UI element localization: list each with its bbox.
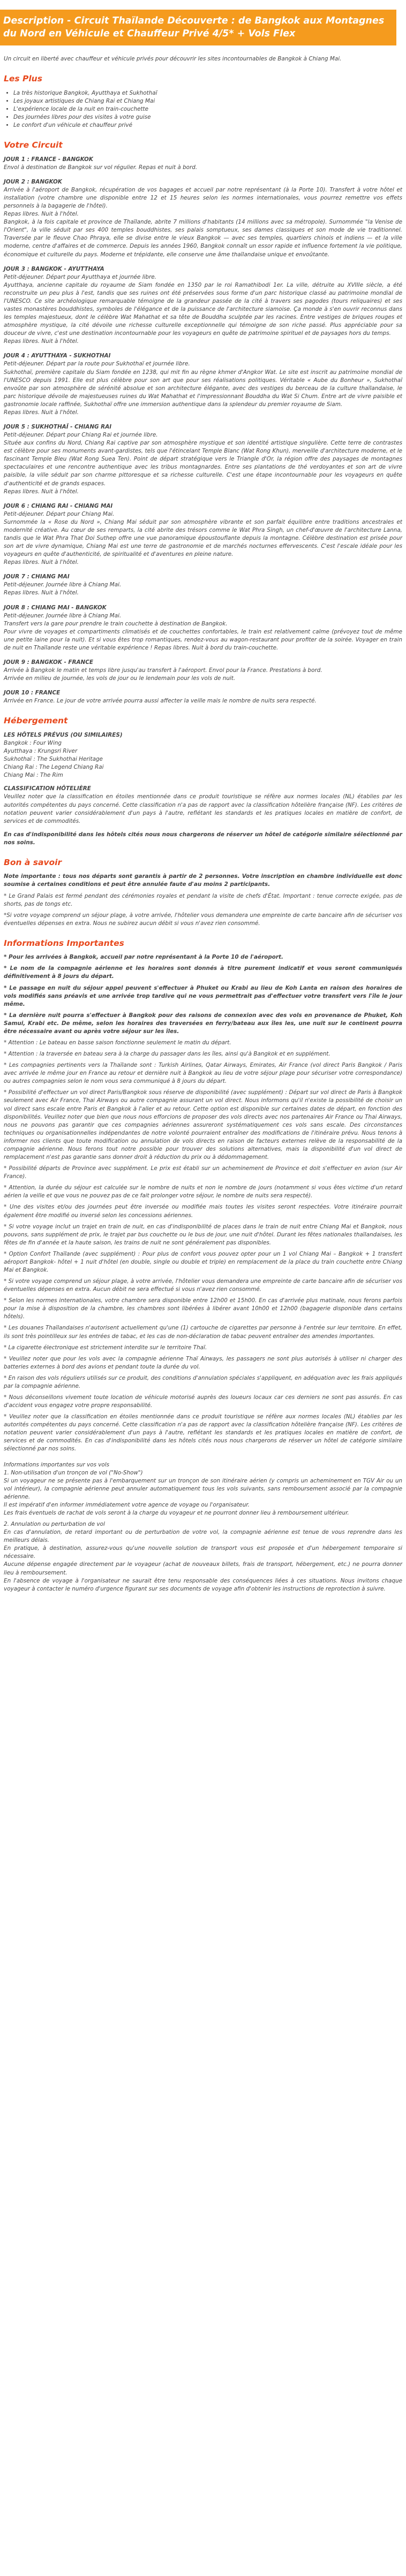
- flight-note-paragraph: Informations importantes sur vos vols 1. Non-utilisation d'un tronçon de vol ("No-Show") Si un voyageur ne se présente pas à l'embarquement sur un tronçon de son itinéraire aérien (y compris un acheminement en TGV Air ou un vol intérieur), la compagnie aérienne peut annuler automatiquement tous les vols suivants, sans remboursement associé par la compagnie aérienne. Il est impératif d'en informer immédiatement votre agence de voyage ou l'organisateur. Les frais éventuels de rachat de vols seront à la charge du voyageur et ne pourront donner lieu à remboursement ultérieur.: [4, 1461, 402, 1516]
- info-paragraph: * Option Confort Thaïlande (avec supplément) : Pour plus de confort vous pouvez opter pour un 1 vol Chiang Mai – Bangkok + 1 transfert aéroport Bangkok- hôtel + 1 nuit d'hôtel (en double, single ou double et triple) en remplacement de la place du train couchette entre Chiang Mai et Bangkok.: [4, 1250, 402, 1273]
- intro-text: Un circuit en liberté avec chauffeur et véhicule privés pour découvrir les sites incontournables de Bangkok à Chiang Mai.: [4, 56, 342, 63]
- info-paragraph: * Les douanes Thaïlandaises n'autorisent actuellement qu'une (1) cartouche de cigarettes par personne à l'entrée sur leur territoire. En effet, ils sont très pointilleux sur les entrées de tabac, et les cas de non-déclaration de tabac peuvent entraîner des amendes importantes.: [4, 1325, 402, 1340]
- day-text: Arrivée en France. Le jour de votre arrivée pourra aussi affecter la veille mais le nombre de nuits sera respecté.: [4, 698, 317, 705]
- day-block: [4, 156, 402, 172]
- plus-item: • Les joyaux artistiques de Chiang Rai et Chiang Mai: [13, 97, 402, 105]
- infos-heading: Informations Importantes: [4, 938, 124, 948]
- hotel-item: Bangkok : Four Wing: [4, 739, 62, 746]
- page-title: Description - Circuit Thaïlande Découverte : de Bangkok aux Montagnes du Nord en Véhicule et Chauffeur Privé 4/5* + Vols Flex: [3, 16, 385, 39]
- itinerary-heading: Votre Circuit: [4, 140, 63, 150]
- info-paragraph: * Une des visites et/ou des journées peut être inversée ou modifiée mais toutes les visites seront respectées. Votre itinéraire pourrait également être modifié ou inversé selon les concessions aériennes.: [4, 1204, 402, 1219]
- plus-item: • Le confort d'un véhicule et chauffeur privé: [13, 121, 402, 129]
- info-paragraph: * Possibilité départs de Province avec supplément. Le prix est établi sur un acheminement de Province et doit s'effectuer en avion (sur Air France).: [4, 1165, 402, 1180]
- info-paragraph: * Si votre voyage inclut un trajet en train de nuit, en cas d'indisponibilité de places dans le train de nuit entre Chiang Mai et Bangkok, nous pouvons, sans supplément de prix, le trajet par bus couchette ou le bus de jour, une nuit d'hôtel. Durant les fêtes nationales thaïlandaises, les fêtes de fin d'année et la haute saison, les trains de nuit ne sont généralement pas disponibles.: [4, 1223, 402, 1246]
- info-paragraph: * Veuillez noter que la classification en étoiles mentionnée dans ce produit touristique se réfère aux normes locales (NL) établies par les autorités compétentes du pays concerné. Cette classification n'a pas de rapport avec la classification hôtelière française (NF). Les critères de notation peuvent varier considérablement d'un pays à l'autre, reflétant les standards et les pratiques locales en matière de confort, de services et de commodités. En cas d'indisponibilité dans les hôtels cités nous nous chargerons de réserver un hôtel de catégorie similaire sélectionné par nos soins.: [4, 1413, 402, 1453]
- day-title: JOUR 1 : FRANCE - BANGKOK: [4, 156, 93, 163]
- description-content: [0, 55, 406, 1593]
- day-title: JOUR 3 : BANGKOK - AYUTTHAYA: [4, 265, 104, 272]
- day-text: Petit-déjeuner. Départ pour Chiang Mai. Surnommée la « Rose du Nord », Chiang Mai séduit par son atmosphère vibrante et son parfait équilibre entre traditions ancestrales et modernité créative. Au cœur de ses remparts, la cité abrite des trésors comme le Wat Phra Singh, un chef-d'œuvre de l'architecture Lanna, tandis que le Wat Phra That Doi Suthep offre une vue panoramique époustouflante depuis la montagne. Célèbre destination est prisée pour son art de vivre dynamique, Chiang Mai est une terre de gastronomie et de marchés nocturnes effervescents. C'est l'escale idéale pour les voyageurs en quête d'authenticité, de spiritualité et d'aventures en pleine nature. Repas libres. Nuit à l'hôtel.: [4, 510, 402, 566]
- classification-block: [4, 785, 402, 825]
- title-banner: [0, 10, 396, 45]
- bon-savoir-paragraph: Note importante : tous nos départs sont garantis à partir de 2 personnes. Votre inscription en chambre individuelle est donc soumise à certaines conditions et peut être annulée faute d'au moins 2 participants.: [4, 873, 402, 888]
- hebergement-heading: Hébergement: [4, 716, 68, 726]
- day-title: JOUR 5 : SUKHOTHAÏ - CHIANG RAI: [4, 424, 112, 430]
- hotel-conditions: En cas d'indisponibilité dans les hôtels cités nous nous chargerons de réserver un hôtel de catégorie similaire sélectionné par nos soins.: [4, 831, 402, 846]
- day-title: JOUR 10 : FRANCE: [4, 690, 61, 697]
- day-text: Petit-déjeuner. Journée libre à Chiang Mai. Repas libres. Nuit à l'hôtel.: [4, 582, 122, 597]
- plus-item: • La très historique Bangkok, Ayutthaya et Sukhothaï: [13, 89, 402, 97]
- bon-savoir-heading: Bon à savoir: [4, 857, 62, 867]
- info-paragraph: * Possibilité d'effectuer un vol direct Paris/Bangkok sous réserve de disponibilité (avec supplément) : Départ sur vol direct de Paris à Bangkok seulement avec Air France, Thai Airways ou autre compagnie assurant un vol direct. Nous informons qu'il n'existe la possibilité de choisir un vol direct sans escale entre Paris et Bangkok à l'aller et au retour. Cette option est disponible sur certaines dates de départ, en fonction des disponibilités. Veuillez noter que bien que nous nous efforcions de proposer des vols directs avec nos partenaires Air France ou Thai Airways, nous ne pouvons pas garantir que ces compagnies aériennes assureront systématiquement ces vols sans escale. Des circonstances techniques ou organisationnelles indépendantes de notre volonté pourraient entraîner des modifications de l'itinéraire prévu. Nous tenons à informer nos clients que toute modification ou annulation de vols directs en raison de facteurs externes relève de la responsabilité de la compagnie aérienne. Nous ferons tout notre possible pour trouver des solutions alternatives, mais la disponibilité d'un vol direct de remplacement n'est pas garantie sans donner droit à réduction du prix ou à dédommagement.: [4, 1089, 402, 1161]
- day-text: Arrivée à Bangkok le matin et temps libre jusqu'au transfert à l'aéroport. Envol pour la France. Prestations à bord. Arrivée en milieu de journée, les vols de jour ou le lendemain pour les vols de nuit.: [4, 667, 322, 682]
- bon-savoir-paragraph: *Si votre voyage comprend un séjour plage, à votre arrivée, l'hôtelier vous demandera une empreinte de carte bancaire afin de sécuriser vos éventuelles dépenses en extra. Nous ne subirez aucun débit si vous n'avez rien consommé.: [4, 912, 402, 927]
- hotel-item: Sukhothaï : The Sukhothai Heritage: [4, 756, 103, 763]
- info-paragraph: * Nous déconseillons vivement toute location de véhicule motorisé auprès des loueurs locaux car ces derniers ne sont pas assurés. En cas d'accident vous engagez votre propre responsabilité.: [4, 1394, 402, 1409]
- day-block: [4, 265, 402, 346]
- day-text: Petit-déjeuner. Départ pour Chiang Rai et journée libre. Située aux confins du Nord, Chiang Rai captive par son atmosphère mystique et son identité artistique singulière. Cette terre de contrastes est célèbre pour ses monuments avant-gardistes, tels que l'étincelant Temple Blanc (Wat Rong Khun), merveille d'architecture moderne, et le fascinant Temple Bleu (Wat Rong Suea Ten). Point de départ stratégique vers le Triangle d'Or, la région offre des paysages de montagnes spectaculaires et une rencontre authentique avec les tribus montagnardes. Entre ses plantations de thé verdoyantes et son art de vivre paisible, la ville séduit par son charme pittoresque et sa richesse culturelle. C'est une étape incontournable pour les voyageurs en quête d'authenticité et de grands espaces. Repas libres. Nuit à l'hôtel.: [4, 432, 402, 495]
- day-title: JOUR 7 : CHIANG MAI: [4, 574, 70, 580]
- hotel-item: Chiang Mai : The Rim: [4, 772, 63, 779]
- info-paragraph: * Pour les arrivées à Bangkok, accueil par notre représentant à la Porte 10 de l'aéroport.: [4, 954, 283, 961]
- info-paragraph: * Le passage en nuit du séjour appel peuvent s'effectuer à Phuket ou Krabi au lieu de Koh Lanta en raison des horaires de vols modifiés sans préavis et une arrivée trop tardive qui ne vous permettrait pas d'effectuer votre transfert vers l'île le jour même.: [4, 984, 402, 1007]
- day-text: Envol à destination de Bangkok sur vol régulier. Repas et nuit à bord.: [4, 164, 198, 171]
- flight-notes: [4, 1461, 402, 1593]
- info-paragraph: * Les compagnies pertinents vers la Thaïlande sont : Turkish Airlines, Qatar Airways, Emirates, Air France (vol direct Paris Bangkok / Paris avec arrivée le même jour en France au retour et dernière nuit à Bangkok au lieu de votre séjour plage pour sécuriser votre correspondance) ou autres compagnies selon le nom vous sera communiqué à 8 jours du départ.: [4, 1062, 402, 1085]
- day-text: Petit-déjeuner. Départ par la route pour Sukhothaï et journée libre. Sukhothaï, première capitale du Siam fondée en 1238, qui mit fin au règne khmer d'Angkor Wat. Le site est inscrit au patrimoine mondial de l'UNESCO depuis 1991. Elle est plus célèbre pour son art que pour ses réalisations politiques. Véritable « Aube du Bonheur », Sukhothaï envoûte par son atmosphère de sérénité absolue et son architecture élégante, avec des vestiges du berceau de la culture thaïlandaise, le parc historique dévoile de majestueuses ruines du Wat Mahathat et l'impressionnant Bouddha du Wat Si Chum. Entre art de vivre paisible et gastronomie locale raffinée, Sukhothaï offre une immersion authentique dans la splendeur du premier royaume de Siam. Repas libres. Nuit à l'hôtel.: [4, 361, 402, 416]
- day-block: [4, 573, 402, 597]
- info-paragraph: * Le nom de la compagnie aérienne et les horaires sont donnés à titre purement indicatif et vous seront communiqués définitivement à 8 jours du départ.: [4, 965, 402, 980]
- day-text: Petit-déjeuner. Départ pour Ayutthaya et journée libre. Ayutthaya, ancienne capitale du royaume de Siam fondée en 1350 par le roi Ramathibodi 1er. La ville, détruite au XVIIIe siècle, a été reconstruite un peu plus à l'est, tandis que ses ruines ont été préservées sous forme d'un parc historique classé au patrimoine mondial de l'UNESCO. Ce site archéologique remarquable témoigne de la grandeur passée de la cité à travers ses pagodes (tours reliquaires) et ses vastes monastères bouddhistes, symboles de l'élégance et de la puissance de l'architecture siamoise. Ça monde à s'en ouvrir reconnus dans les temples majestueux, dont le célèbre Wat Mahathat et sa tête de Bouddha sculptée par les racines. Entre vestiges de briques rouges et atmosphère mystique, la cité dévoile une richesse culturelle exceptionnelle qui témoigne de son riche passé. Plus appréciable pour sa douceur de vivre, c'est une destination incontournable pour les voyageurs en quête de patrimoine spirituel et de paysages hors du temps. Repas libres. Nuit à l'hôtel.: [4, 273, 402, 345]
- info-paragraph: * Attention : la traversée en bateau sera à la charge du passager dans les îles, ainsi qu'à Bangkok et en supplément.: [4, 1051, 330, 1058]
- day-title: JOUR 4 : AYUTTHAYA - SUKHOTHAI: [4, 353, 111, 360]
- day-text: Petit-déjeuner. Journée libre à Chiang Mai. Transfert vers la gare pour prendre le train couchette à destination de Bangkok. Pour vivre de voyages et compartiments climatisés et de couchettes confortables, le train est relativement calme (prévoyez tout de même une petite laine pour la nuit). Et si vous êtes trop romantiques, rendez-vous au wagon-restaurant pour profiter de la soirée. Voyager en train de nuit en Thaïlande reste une véritable expérience ! Repas libres. Nuit à bord du train-couchette.: [4, 612, 402, 651]
- day-title: JOUR 6 : CHIANG RAI - CHIANG MAI: [4, 502, 113, 509]
- infos-list: [4, 953, 402, 1453]
- day-block: [4, 502, 402, 567]
- hotels-block: [4, 731, 402, 779]
- day-title: JOUR 2 : BANGKOK: [4, 178, 62, 185]
- day-block: [4, 352, 402, 417]
- itinerary: [4, 156, 402, 706]
- day-block: [4, 689, 402, 705]
- plus-item: • L'expérience locale de la nuit en train-couchette: [13, 105, 402, 113]
- day-text: Arrivée à l'aéroport de Bangkok, récupération de vos bagages et accueil par notre représentant (à la Porte 10). Transfert à votre hôtel et installation (votre chambre une disponible entre 12 et 15 heures selon les normes internationales, vous pourrez remettre vos effets personnels à la bagagerie de l'hôtel). Repas libres. Nuit à l'hôtel. Bangkok, à la fois capitale et province de Thaïlande, abrite 7 millions d'habitants (14 millions avec sa métropole). Surnommée "la Venise de l'Orient", la ville séduit par ses 400 temples bouddhistes, ses palais somptueux, ses dames classiques et son mode de vie traditionnel. Traversée par le fleuve Chao Phraya, elle se divise entre le vieux Bangkok — avec ses temples, quartiers chinois et indiens — et la ville moderne, centre d'affaires et de commerce. Depuis les années 1960, Bangkok connaît un essor rapide et influence fortement la vie politique, économique et culturelle du pays. Moderne et trépidante, elle conserve une âme thaïlandaise unique et envoûtante.: [4, 186, 402, 258]
- info-paragraph: * En raison des vols réguliers utilisés sur ce produit, des conditions d'annulation spéciales s'appliquent, en adéquation avec les frais appliqués par la compagnie aérienne.: [4, 1374, 402, 1389]
- plus-heading: Les Plus: [4, 74, 42, 84]
- info-paragraph: * Selon les normes internationales, votre chambre sera disponible entre 12h00 et 15h00. En cas d'arrivée plus matinale, nous ferons parfois pour la mise à disposition de la chambre, les chambres sont libérées à libérer avant 10h00 et 12h00 (bagagerie disponible dans certains hôtels).: [4, 1297, 402, 1320]
- info-paragraph: * Si votre voyage comprend un séjour plage, à votre arrivée, l'hôtelier vous demandera une empreinte de carte bancaire afin de sécuriser vos éventuelles dépenses en extra. Aucun débit ne sera effectué si vous n'avez rien consommé.: [4, 1278, 402, 1293]
- day-title: JOUR 8 : CHIANG MAI - BANGKOK: [4, 604, 107, 611]
- hotels-subheading: LES HÔTELS PRÉVUS (OU SIMILAIRES): [4, 731, 123, 738]
- plus-list: [13, 89, 402, 129]
- day-block: [4, 178, 402, 259]
- plus-item: • Des journées libres pour des visites à votre guise: [13, 113, 402, 121]
- day-block: [4, 604, 402, 652]
- day-block: [4, 423, 402, 496]
- info-paragraph: * La cigarette électronique est strictement interdite sur le territoire Thaï.: [4, 1344, 207, 1351]
- classification-heading: CLASSIFICATION HÔTELIÈRE: [4, 785, 91, 792]
- bon-savoir-paragraph: * Le Grand Palais est fermé pendant des cérémonies royales et pendant la visite de chefs d'État. Important : tenue correcte exigée, pas de shorts, pas de tongs etc.: [4, 892, 402, 907]
- hotel-item: Chiang Rai : The Legend Chiang Rai: [4, 764, 104, 771]
- flight-note-paragraph: 2. Annulation ou perturbation de vol En cas d'annulation, de retard important ou de perturbation de votre vol, la compagnie aérienne est tenue de vous reprendre dans les meilleurs délais. En pratique, à destination, assurez-vous qu'une nouvelle solution de transport vous est proposée et d'un hébergement temporaire si nécessaire. Aucune dépense engagée directement par le voyageur (achat de nouveaux billets, frais de transport, hébergement, etc.) ne pourra donner lieu à remboursement. En l'absence de voyage à l'organisateur ne saurait être tenu responsable des conséquences liées à ces situations. Nous invitons chaque voyageur à contacter le numéro d'urgence figurant sur ses documents de voyage afin d'obtenir les instructions de reprotection à suivre.: [4, 1521, 402, 1592]
- day-title: JOUR 9 : BANGKOK - FRANCE: [4, 659, 93, 666]
- info-paragraph: * La dernière nuit pourra s'effectuer à Bangkok pour des raisons de connexion avec des vols en provenance de Phuket, Koh Samui, Krabi etc. De même, selon les horaires des traversées en ferry/bateau aux îles les, une nuit sur le continent pourra être nécessaire avant ou après votre séjour sur les îles.: [4, 1012, 402, 1035]
- info-paragraph: * Attention : Le bateau en basse saison fonctionne seulement le matin du départ.: [4, 1039, 231, 1046]
- classification-text: Veuillez noter que la classification en étoiles mentionnée dans ce produit touristique se réfère aux normes locales (NL) établies par les autorités compétentes du pays concerné. Cette classification n'a pas de rapport avec la classification hôtelière française (NF). Les critères de notation peuvent varier considérablement d'un pays à l'autre, reflétant les standards et les pratiques locales en matière de confort, de services et de commodités.: [4, 793, 402, 824]
- hotel-item: Ayutthaya : Krungsri River: [4, 748, 78, 755]
- day-block: [4, 659, 402, 683]
- info-paragraph: * Attention, la durée du séjour est calculée sur le nombre de nuits et non le nombre de jours (notamment si vous êtes victime d'un retard aérien la veille et que vous ne pouvez pas de ce fait prolonger votre séjour, le nombre de nuits sera respecté).: [4, 1184, 402, 1199]
- info-paragraph: * Veuillez noter que pour les vols avec la compagnie aérienne Thaï Airways, les passagers ne sont plus autorisés à utiliser ni charger des batteries externes à bord des avions et pendant toute la durée du vol.: [4, 1355, 402, 1370]
